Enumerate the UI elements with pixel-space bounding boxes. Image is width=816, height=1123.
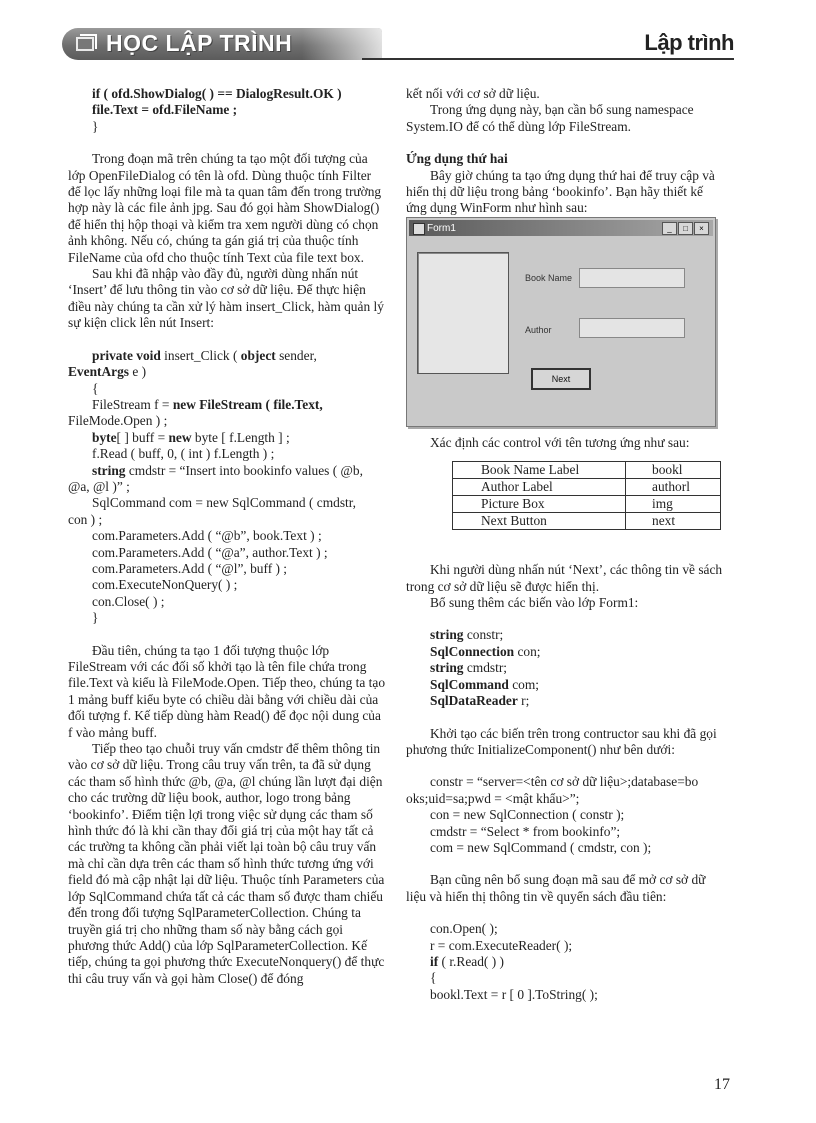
code-block-1 [68, 86, 386, 135]
header-rule [362, 58, 734, 60]
paragraph: Xác định các control với tên tương ứng như sau: [430, 434, 690, 450]
paragraph: Tiếp theo tạo chuỗi truy vấn cmdstr để thêm thông tin vào cơ sở dữ liệu. Trong câu truy vấn trên, ta đã sử dụng các tham số hình thức @b, @a, @l chúng lần lượt đại diện cho các trường dữ liệu book, author, logo trong bảng ‘bookinfo’. Điểm tiện lợi trong việc sử dụng các tham số hình thức đó là khi cần thay đổi giá trị của một hay tất cả các trường ta không cần phải viết lại toàn bộ câu truy vấn mà chỉ cần dựa trên các tham số hình thức tương ứng với field đó mà cập nhật lại dữ liệu. Thuộc tính Parameters của lớp SqlCommand chứa tất cả các tham số được tham chiếu đến trong đối tượng SqlParameterCollection. Chúng ta truyền giá trị cho những tham số này bằng cách gọi phương thức Add() của lớp SqlParameterCollection. Kế tiếp, chúng ta gọi phương thức ExecuteNonquery() để thực thi câu truy vấn và gọi hàm Close() để đóng [68, 741, 385, 986]
code-line: if ( ofd.ShowDialog( ) == DialogResult.OK ) [92, 86, 342, 101]
paragraph: Sau khi đã nhập vào đầy đủ, người dùng nhấn nút ‘Insert’ để lưu thông tin vào cơ sở dữ liệu. Để thực hiện điều này chúng ta cần xử lý hàm insert_Click, hàm quản lý sự kiện click lên nút Insert: [68, 266, 384, 331]
code-line: file.Text = ofd.FileName ; [92, 102, 238, 118]
code-block-2: { FileStream f = new FileStream ( file.Text, FileMode.Open ) ; byte[ ] buff = new byte [ f.Length ] ; f.Read ( buff, 0, ( int ) f.Length ) ; string cmdstr = “Insert into bookinfo values ( @b, @a, @l )” ; SqlCommand com = new SqlCommand ( cmdstr, con ) ; com.Parameters.Add ( “@b”, book.Text ) ; com.Parameters.Add ( “@a”, author.Text ) ; com.Parameters.Add ( “@l”, buff ) ; com.ExecuteNonQuery( ) ; con.Close( ) ; } [68, 380, 363, 626]
paragraph: Bây giờ chúng ta tạo ứng dụng thứ hai để truy cập và hiển thị dữ liệu trong bảng ‘bookinfo’. Bạn hãy thiết kế ứng dụng WinForm như hình sau: [406, 167, 715, 216]
code-line: } [92, 118, 99, 134]
section-banner [62, 28, 382, 60]
paragraph: Trong ứng dụng này, bạn cần bổ sung namespace System.IO để có thể dùng lớp FileStream. [406, 102, 694, 134]
table-row: Author Label authorl [453, 479, 721, 496]
variable-declarations: string constr; SqlConnection con; string cmdstr; SqlCommand com; SqlDataReader r; [430, 627, 541, 709]
paragraph: Trong đoạn mã trên chúng ta tạo một đối tượng của lớp OpenFileDialog có tên là ofd. Dùng thuộc tính Filter để lọc lấy những loại file mà ta quan tâm đến trong trường hợp này là các file ảnh jpg. Sau đó gọi hàm ShowDialog() để hiển thị hộp thoại và kiểm tra xem người dùng có chọn ảnh không. Nếu có, chúng ta gán giá trị của thuộc tính FileName của ofd cho thuộc tính Text của file text box. [68, 151, 382, 265]
author-field [579, 318, 685, 338]
code-block-4: con.Open( ); r = com.ExecuteReader( ); if ( r.Read( ) ) { bookl.Text = r [ 0 ].ToString( ); [430, 921, 598, 1002]
close-icon: × [694, 222, 709, 235]
paragraph: Bạn cũng nên bổ sung đoạn mã sau để mở cơ sở dữ liệu và hiển thị thông tin về quyển sách đầu tiên: [406, 872, 706, 904]
maximize-icon: □ [678, 222, 693, 235]
form-screenshot [406, 217, 716, 427]
form-icon [413, 223, 425, 235]
right-column [406, 86, 726, 1003]
book-name-field [579, 268, 685, 288]
author-label: Author [525, 324, 552, 335]
book-name-label: Book Name [525, 272, 573, 283]
page-header [62, 28, 734, 62]
left-column [68, 86, 386, 987]
paragraph: kết nối với cơ sở dữ liệu. [406, 86, 540, 101]
minimize-icon: _ [662, 222, 677, 235]
table-row: Next Button next [453, 513, 721, 530]
page-number: 17 [714, 1076, 730, 1093]
table-row: Book Name Label bookl [453, 462, 721, 479]
form-title: Form1 [427, 222, 456, 234]
banner-title: HỌC LẬP TRÌNH [106, 30, 293, 56]
section-label: Lập trình [644, 30, 734, 55]
book-icon [74, 33, 98, 55]
method-signature: private void insert_Click ( object sender, EventArgs e ) [68, 347, 317, 380]
next-button: Next [531, 368, 591, 390]
section-heading: Ứng dụng thứ hai [406, 151, 508, 167]
paragraph: Đầu tiên, chúng ta tạo 1 đối tượng thuộc lớp FileStream với các đối số khởi tạo là tên file chứa trong file.Text và kiểu là FileMode.Open. Tiếp theo, chúng ta tạo 1 mảng buff kiểu byte có chiều dài bằng với chiều dài của đối tượng f. Kế tiếp dùng hàm Read() để đọc nội dung của f vào mảng buff. [68, 642, 386, 740]
paragraph: Khởi tạo các biến trên trong contructor sau khi đã gọi phương thức InitializeComponent() như bên dưới: [406, 725, 717, 757]
paragraph: Khi người dùng nhấn nút ‘Next’, các thông tin về sách trong cơ sở dữ liệu sẽ được hiển thị. [406, 562, 723, 594]
control-table [452, 461, 721, 530]
picture-box [417, 252, 509, 374]
paragraph: Bổ sung thêm các biến vào lớp Form1: [430, 595, 639, 611]
form-title-bar [409, 220, 713, 236]
code-block-3: constr = “server=<tên cơ sở dữ liệu>;database=bo oks;uid=sa;pwd = <mật khẩu>”; con = new SqlConnection ( constr ); cmdstr = “Select * from bookinfo”; com = new SqlCommand ( cmdstr, con ); [406, 774, 699, 855]
table-row: Picture Box img [453, 496, 721, 513]
